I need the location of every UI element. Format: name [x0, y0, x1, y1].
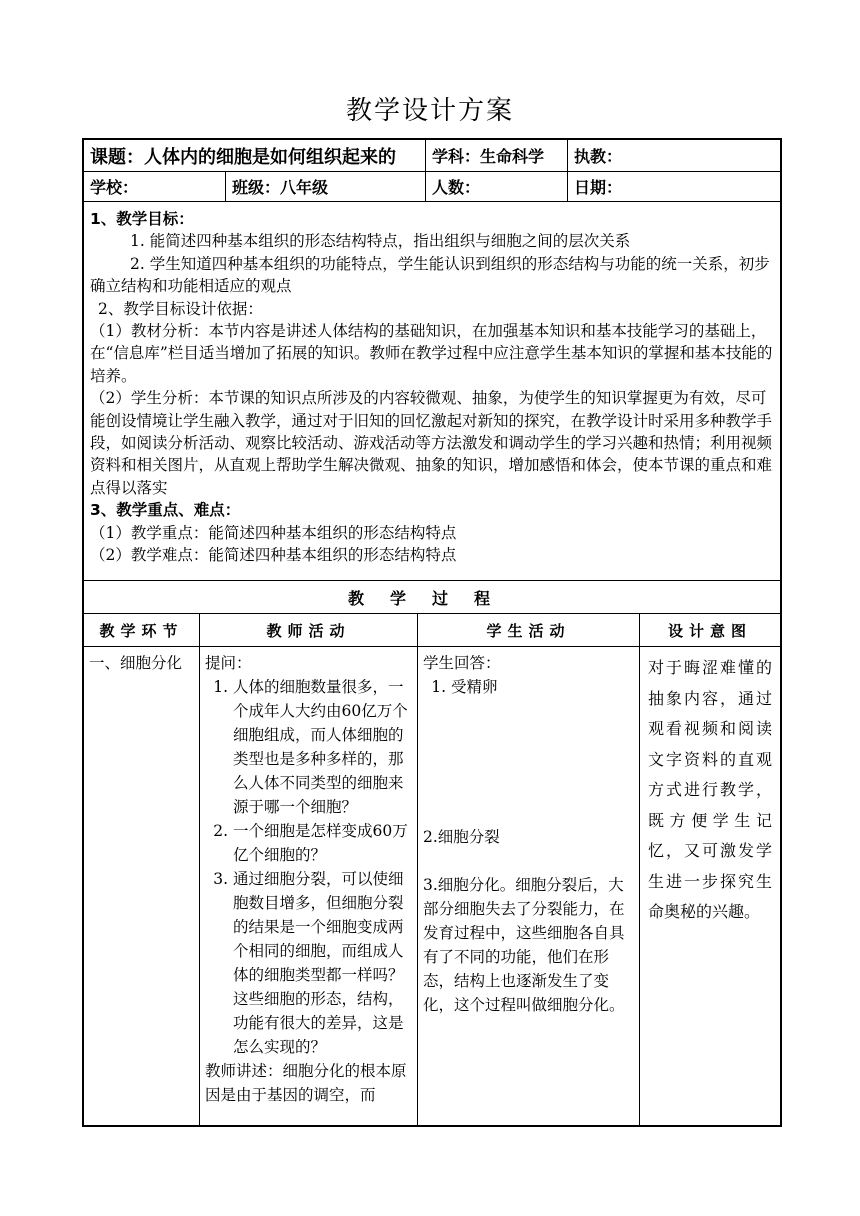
col-header-stage: 教学环节 [84, 614, 200, 646]
design-intent-cell: 对于晦涩难懂的抽象内容，通过观看视频和阅读文字资料的直观方式进行教学，既方便学生记忆，又可激发学生进一步探究生命奥秘的兴趣。 [648, 658, 772, 921]
page-title: 教学设计方案 [345, 96, 514, 126]
date-cell: 日期： [574, 178, 623, 197]
student-intro: 学生回答： [423, 654, 501, 672]
lesson-plan-table [82, 138, 782, 1127]
teacher-question: 2. 一个细胞是怎样变成60万亿个细胞的？ [233, 819, 412, 867]
process-heading-row [84, 581, 780, 614]
header-row-2 [84, 172, 780, 202]
goal-2: 2. 学生知道四种基本组织的功能特点，学生能认识到组织的形态结构与功能的统一关系，初步确立结构和功能相适应的观点 [90, 254, 770, 296]
teacher-cell: 执教： [574, 147, 623, 166]
keypoints-heading: 3、教学重点、难点： [90, 501, 241, 520]
teacher-question: 3. 通过细胞分裂，可以使细胞数目增多，但细胞分裂的结果是一个细胞变成两个相同的细胞，而组成人体的细胞类型都一样吗？这些细胞的形态，结构，功能有很大的差异，这是怎么实现的？ [233, 867, 412, 1059]
student-activity-cell [418, 647, 640, 1125]
basis-heading: 2、教学目标设计依据： [98, 299, 263, 318]
count-cell: 人数： [426, 172, 568, 201]
teacher-intro: 提问： [205, 654, 252, 672]
grade-cell: 班级：八年级 [226, 172, 426, 201]
col-header-student: 学生活动 [418, 614, 640, 646]
textbook-analysis: （1）教材分析：本节内容是讲述人体结构的基础知识，在加强基本知识和基本技能学习的基础上，在“信息库”栏目适当增加了拓展的知识。教师在教学过程中应注意学生基本知识的掌握和基本技能的培养。 [90, 322, 773, 385]
teacher-question-list [205, 675, 412, 1059]
goals-row [84, 202, 780, 581]
keypoint: （1）教学重点：能简述四种基本组织的形态结构特点 [90, 523, 457, 542]
process-column-headers [84, 614, 780, 647]
teacher-activity-cell [200, 647, 418, 1125]
goal-1: 1. 能简述四种基本组织的形态结构特点，指出组织与细胞之间的层次关系 [130, 232, 631, 251]
goals-section [84, 202, 780, 580]
col-header-teacher: 教师活动 [200, 614, 418, 646]
goals-heading: 1、教学目标： [90, 210, 194, 228]
student-answer: 3.细胞分化。细胞分裂后，大部分细胞失去了分裂能力，在发育过程中，这些细胞各自具有了不同的功能，他们在形态，结构上也逐渐发生了变化，这个过程叫做细胞分化。 [423, 876, 625, 1014]
process-heading: 教学过程 [347, 588, 516, 608]
student-answer-list [423, 675, 634, 699]
subject-cell: 学科：生命科学 [426, 140, 568, 171]
teacher-question: 1. 人体的细胞数量很多，一个成年人大约由60亿万个细胞组成，而人体细胞的类型也是多种多样的，那么人体不同类型的细胞来源于哪一个细胞？ [233, 675, 412, 819]
topic-cell: 课题：人体内的细胞是如何组织起来的 [84, 140, 426, 171]
student-answer: 2.细胞分裂 [423, 828, 500, 846]
stage-cell: 一、细胞分化 [84, 647, 200, 1125]
student-analysis: （2）学生分析：本节课的知识点所涉及的内容较微观、抽象，为使学生的知识掌握更为有效，尽可能创设情境让学生融入教学，通过对于旧知的回忆激起对新知的探究，在教学设计时采用多种教学手段，如阅读分析活动、观察比较活动、游戏活动等方法激发和调动学生的学习兴趣和热情；利用视频资料和相关图片，从直观上帮助学生解决微观、抽象的知识，增加感悟和体会，使本节课的重点和难点得以落实 [90, 389, 773, 497]
school-cell: 学校： [84, 172, 226, 201]
difficulty: （2）教学难点：能简述四种基本组织的形态结构特点 [90, 546, 457, 565]
header-row-1 [84, 140, 780, 172]
col-header-intent: 设计意图 [667, 621, 752, 640]
teacher-explanation: 教师讲述：细胞分化的根本原因是由于基因的调空，而 [205, 1062, 407, 1104]
process-row-1 [84, 647, 780, 1125]
student-answer: 1. 受精卵 [451, 675, 634, 699]
